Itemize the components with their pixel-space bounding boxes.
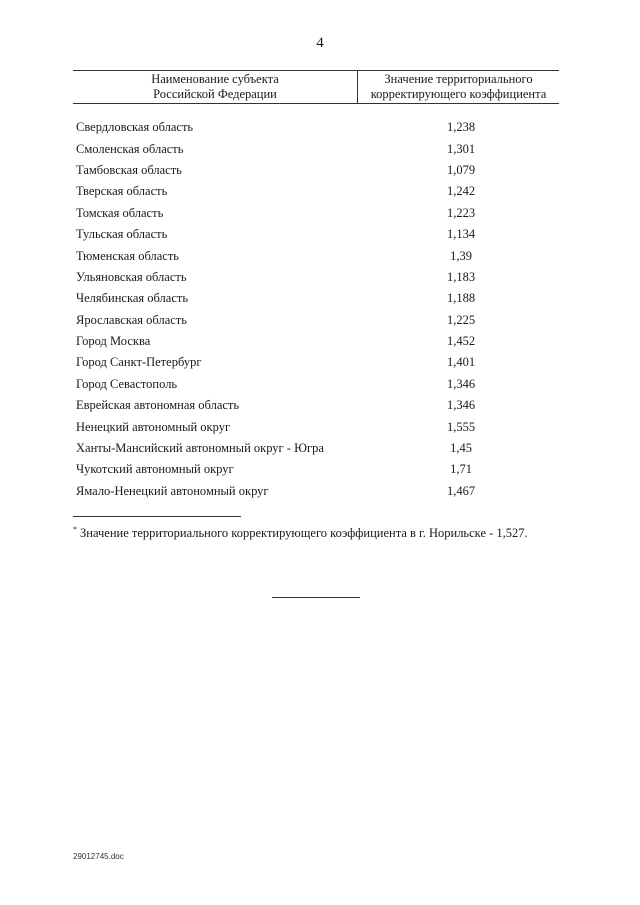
table-row	[73, 160, 559, 181]
coefficient-value: 1,134	[446, 227, 476, 242]
subject-name: Чукотский автономный округ	[76, 462, 234, 477]
header-subject-name: Наименование субъекта Российской Федерации	[73, 71, 358, 103]
table-header	[73, 70, 559, 104]
coefficient-value: 1,242	[446, 184, 476, 199]
subject-name: Томская область	[76, 205, 164, 220]
table-row	[73, 459, 559, 480]
coefficient-value: 1,71	[450, 462, 472, 477]
coefficient-value: 1,45	[450, 441, 472, 456]
coefficient-value: 1,188	[446, 291, 476, 306]
coefficient-value: 1,225	[446, 312, 476, 327]
table-row	[73, 181, 559, 202]
end-divider	[272, 597, 360, 598]
table-row	[73, 310, 559, 331]
subject-name: Тверская область	[76, 184, 168, 199]
subject-name: Ненецкий автономный округ	[76, 419, 231, 434]
table-row	[73, 138, 559, 159]
table-row	[73, 374, 559, 395]
footnote-divider	[73, 516, 241, 517]
subject-name: Смоленская область	[76, 141, 184, 156]
subject-name: Свердловская область	[76, 120, 194, 135]
table-row	[73, 438, 559, 459]
coefficient-value: 1,401	[446, 355, 476, 370]
coefficient-value: 1,346	[446, 376, 476, 391]
table-row	[73, 288, 559, 309]
table-row	[73, 224, 559, 245]
table-row	[73, 245, 559, 266]
table-row	[73, 481, 559, 502]
subject-name: Город Москва	[76, 334, 151, 349]
subject-name: Ярославская область	[76, 312, 187, 327]
footnote	[73, 525, 573, 541]
coefficient-value: 1,301	[446, 141, 476, 156]
coefficient-value: 1,183	[446, 269, 476, 284]
coefficient-value: 1,079	[446, 162, 476, 177]
coefficient-value: 1,238	[446, 120, 476, 135]
subject-name: Челябинская область	[76, 291, 189, 306]
table-row	[73, 117, 559, 138]
subject-name: Ханты-Мансийский автономный округ - Югра	[76, 441, 324, 456]
table-row	[73, 203, 559, 224]
footnote-marker: *	[73, 525, 77, 534]
table-row	[73, 331, 559, 352]
table-row	[73, 416, 559, 437]
subject-name: Город Санкт-Петербург	[76, 355, 202, 370]
subject-name: Город Севастополь	[76, 376, 178, 391]
footnote-text: Значение территориального корректирующего коэффициента в г. Норильске - 1,527.	[80, 526, 528, 540]
subject-name: Ямало-Ненецкий автономный округ	[76, 483, 269, 498]
coefficient-value: 1,467	[446, 483, 476, 498]
subject-name: Тульская область	[76, 227, 168, 242]
coefficient-value: 1,346	[446, 398, 476, 413]
table-row	[73, 352, 559, 373]
table-body	[73, 117, 559, 502]
coefficient-value: 1,452	[446, 334, 476, 349]
header-coefficient: Значение территориального корректирующего коэффициента	[370, 72, 547, 101]
subject-name: Еврейская автономная область	[76, 398, 240, 413]
table-row	[73, 267, 559, 288]
table-row	[73, 395, 559, 416]
subject-name: Ульяновская область	[76, 269, 187, 284]
subject-name: Тамбовская область	[76, 162, 182, 177]
page-number: 4	[316, 35, 324, 51]
coefficient-value: 1,555	[446, 419, 476, 434]
file-name: 29012745.doc	[73, 852, 124, 861]
coefficient-table	[73, 70, 559, 502]
coefficient-value: 1,39	[450, 248, 472, 263]
subject-name: Тюменская область	[76, 248, 179, 263]
coefficient-value: 1,223	[446, 205, 476, 220]
